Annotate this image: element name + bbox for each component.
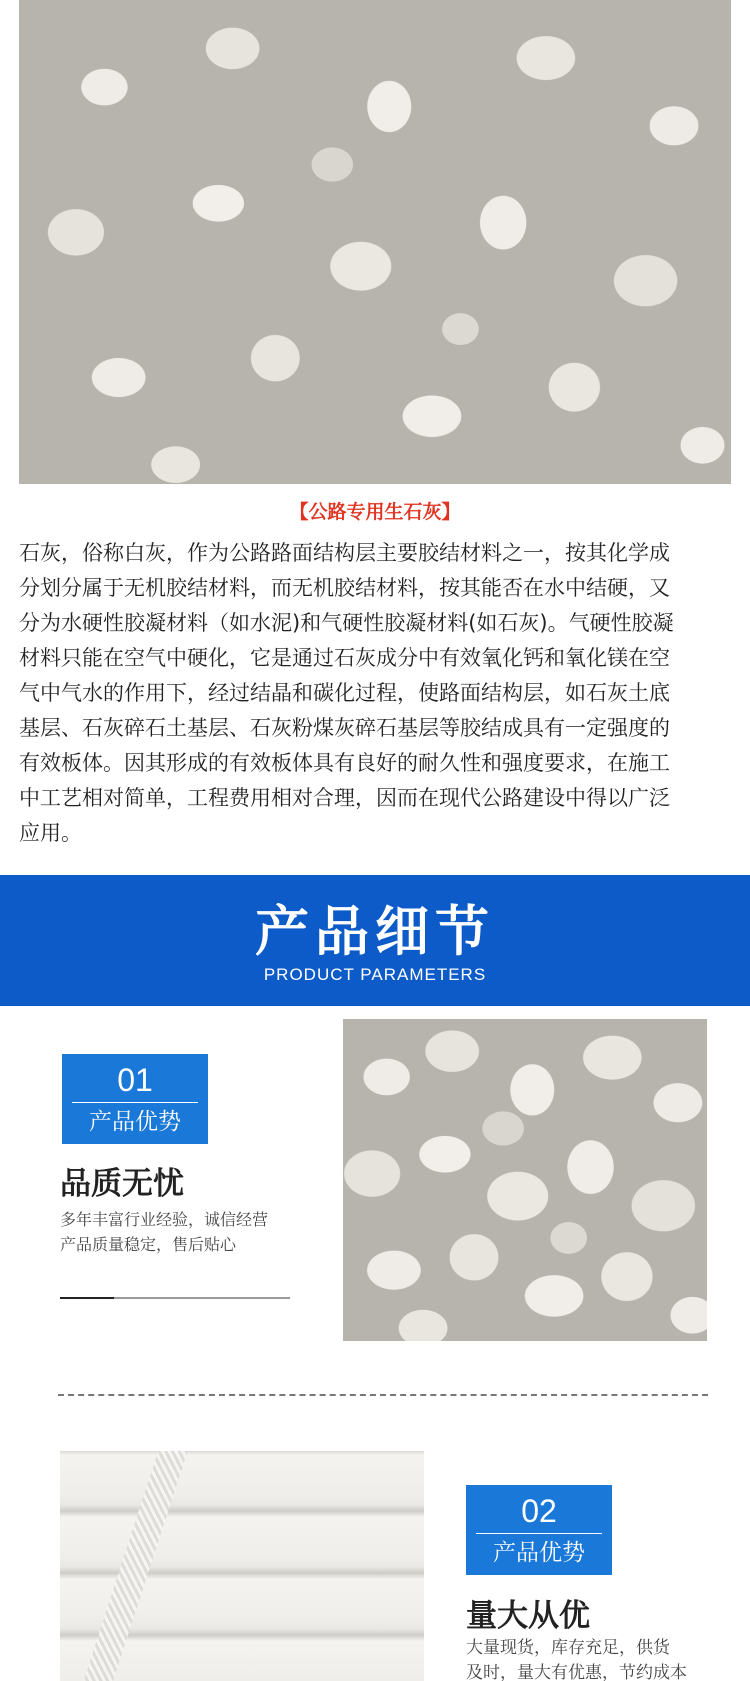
intro-line: 基层、石灰碎石土基层、石灰粉煤灰碎石基层等胶结成具有一定强度的 (19, 716, 670, 740)
banner-subtitle: PRODUCT PARAMETERS (263, 965, 487, 984)
intro-line: 分划分属于无机胶结材料，而无机胶结材料，按其能否在水中结硬，又 (19, 576, 670, 600)
feature-lime-bags-image (60, 1451, 424, 1681)
feature-title: 品质无忧 (60, 1166, 184, 1202)
feature-number: 01 (117, 1062, 153, 1098)
intro-line: 气中气水的作用下，经过结晶和碳化过程，使路面结构层，如石灰土底 (19, 681, 670, 705)
feature-desc-line: 多年丰富行业经验，诚信经营 (60, 1210, 269, 1229)
feature-title: 量大从优 (466, 1598, 590, 1634)
feature-desc-line: 产品质量稳定，售后贴心 (60, 1235, 237, 1254)
hero-lime-stones-image (19, 0, 731, 484)
feature-underline (60, 1297, 290, 1299)
feature-description (60, 1207, 330, 1257)
dashed-divider (58, 1394, 708, 1396)
banner-title: 产品细节 (255, 900, 495, 963)
feature-lime-lumps-image (343, 1019, 707, 1341)
bag-strap (81, 1451, 188, 1681)
feature-label: 产品优势 (493, 1540, 585, 1566)
intro-line: 中工艺相对简单，工程费用相对合理，因而在现代公路建设中得以广泛 (19, 786, 670, 810)
feature-label: 产品优势 (89, 1109, 181, 1135)
intro-line: 石灰，俗称白灰，作为公路路面结构层主要胶结材料之一，按其化学成 (19, 541, 670, 565)
feature-description (466, 1636, 726, 1681)
feature-badge-01 (62, 1054, 208, 1144)
section-banner (0, 875, 750, 1006)
intro-paragraph (19, 536, 731, 851)
intro-line: 材料只能在空气中硬化，它是通过石灰成分中有效氧化钙和氧化镁在空 (19, 646, 670, 670)
intro-line: 分为水硬性胶凝材料（如水泥)和气硬性胶凝材料(如石灰)。气硬性胶凝 (19, 611, 674, 635)
feature-desc-line: 大量现货，库存充足，供货 (466, 1638, 670, 1658)
intro-line: 应用。 (19, 821, 82, 845)
feature-badge-02 (466, 1485, 612, 1575)
product-caption: 【公路专用生石灰】 (289, 501, 461, 523)
feature-desc-line: 及时，量大有优惠，节约成本 (466, 1663, 687, 1681)
feature-number: 02 (521, 1493, 557, 1529)
intro-line: 有效板体。因其形成的有效板体具有良好的耐久性和强度要求，在施工 (19, 751, 670, 775)
